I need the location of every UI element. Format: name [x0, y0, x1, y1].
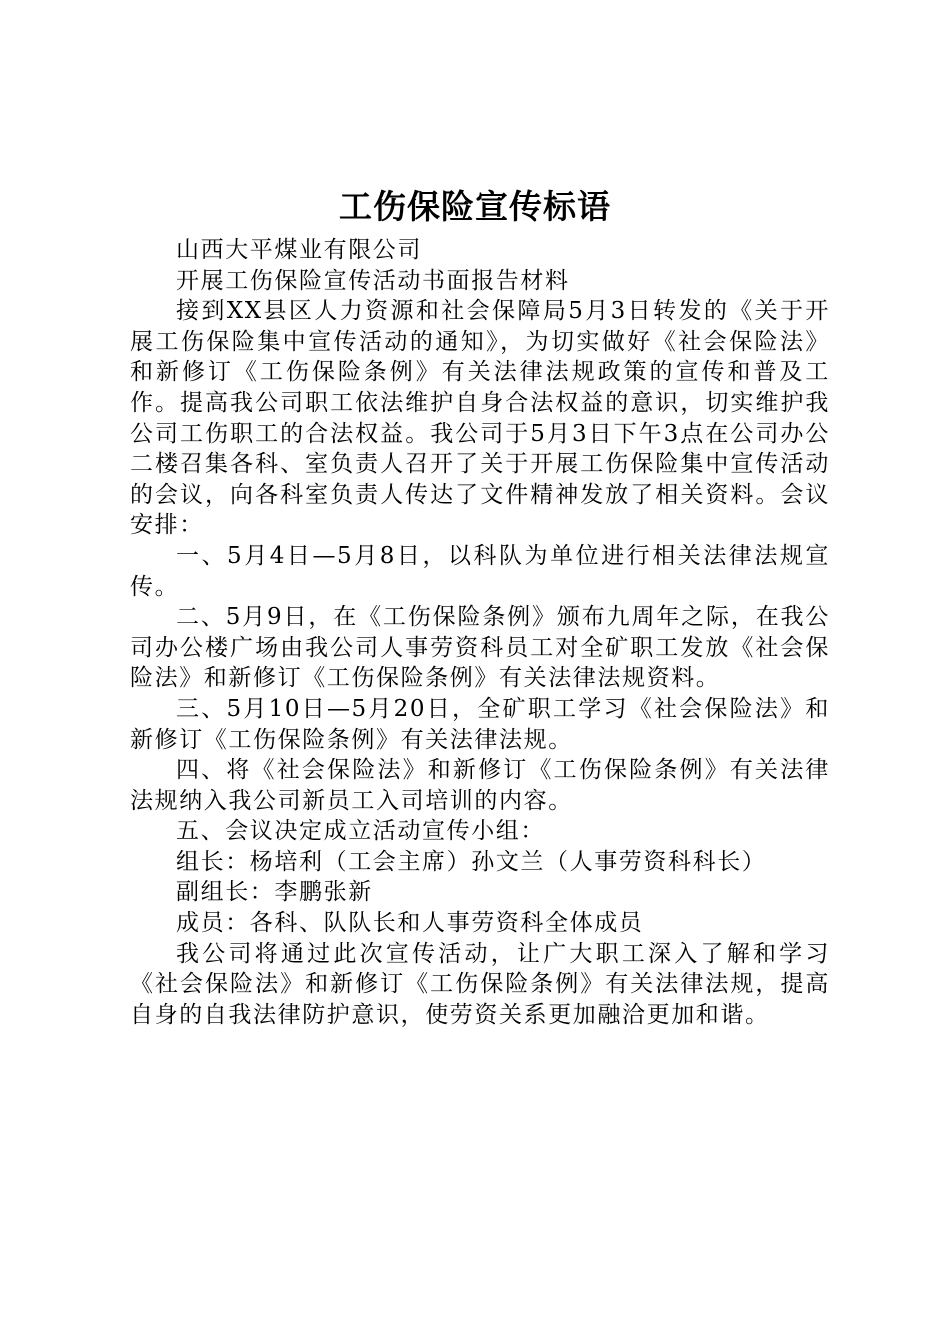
intro-paragraph: 接到XX县区人力资源和社会保障局5月3日转发的《关于开展工伤保险集中宣传活动的通知》，为切实做好《社会保险法》和新修订《工伤保险条例》有关法律法规政策的宣传和普及工作。提高我公司职工依法维护自身合法权益的意识，切实维护我公司工伤职工的合法权益。我公司于5月3日下午3点在公司办公二楼召集各科、室负责人召开了关于开展工伤保险集中宣传活动的会议，向各科室负责人传达了文件精神发放了相关资料。会议安排： — [130, 298, 830, 539]
group-members: 成员：各科、队队长和人事劳资科全体成员 — [176, 910, 644, 937]
arrangement-item-1: 一、5月4日—5月8日，以科队为单位进行相关法律法规宣传。 — [130, 542, 830, 600]
arrangement-item-5: 五、会议决定成立活动宣传小组： — [176, 818, 545, 845]
arrangement-item-4: 四、将《社会保险法》和新修订《工伤保险条例》有关法律法规纳入我公司新员工入司培训的内容。 — [130, 757, 830, 814]
arrangement-item-2: 二、5月9日，在《工伤保险条例》颁布九周年之际，在我公司办公楼广场由我公司人事劳资科员工对全矿职工发放《社会保险法》和新修订《工伤保险条例》有关法律法规资料。 — [130, 604, 830, 692]
document-title: 工伤保险宣传标语 — [339, 187, 611, 226]
arrangement-item-3: 三、5月10日—5月20日，全矿职工学习《社会保险法》和新修订《工伤保险条例》有关法律法规。 — [130, 695, 830, 753]
company-name: 山西大平煤业有限公司 — [176, 237, 422, 263]
deputy-leader: 副组长：李鹏张新 — [176, 879, 373, 906]
document-body — [130, 235, 830, 1030]
group-leader: 组长：杨培利（工会主席）孙文兰（人事劳资科科长） — [176, 848, 767, 875]
closing-paragraph: 我公司将通过此次宣传活动，让广大职工深入了解和学习《社会保险法》和新修订《工伤保险条例》有关法律法规，提高自身的自我法律防护意识，使劳资关系更加融洽更加和谐。 — [130, 940, 830, 1028]
report-subtitle: 开展工伤保险宣传活动书面报告材料 — [176, 267, 570, 294]
